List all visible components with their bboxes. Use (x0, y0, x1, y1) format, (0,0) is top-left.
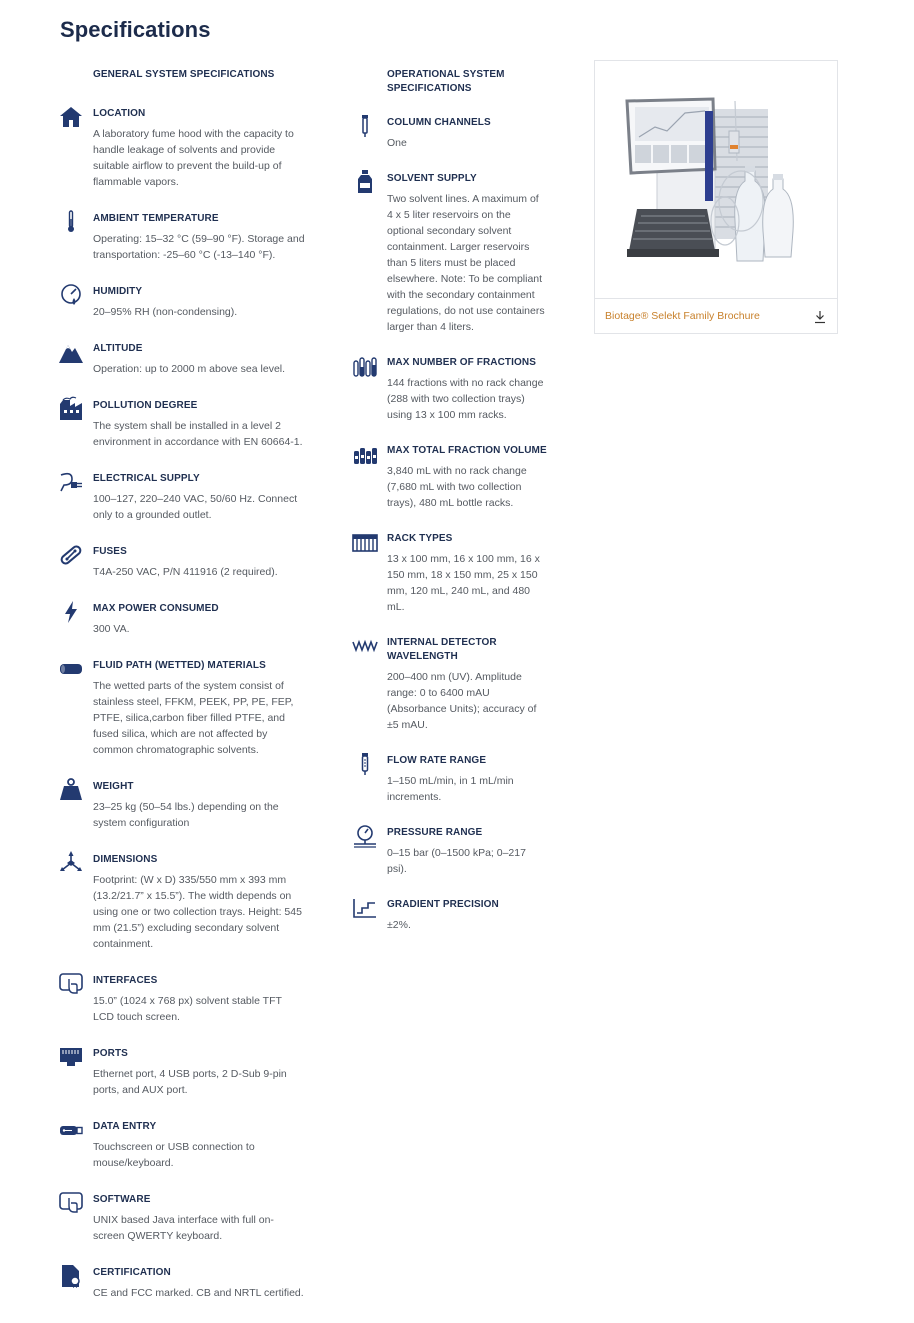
spec-item-altitude (58, 342, 308, 377)
spec-title: LOCATION (93, 108, 146, 119)
spec-title: POLLUTION DEGREE (93, 400, 198, 411)
spec-title: RACK TYPES (387, 533, 453, 544)
spec-title: MAX NUMBER OF FRACTIONS (387, 357, 536, 368)
spec-text: Ethernet port, 4 USB ports, 2 D-Sub 9-pin ports, and AUX port. (93, 1068, 287, 1096)
spec-title: COLUMN CHANNELS (387, 117, 491, 128)
spec-title: AMBIENT TEMPERATURE (93, 213, 219, 224)
thermometer-icon (58, 209, 84, 235)
touch-screen-icon (58, 1190, 84, 1216)
spec-item-ambient-temperature (58, 212, 308, 263)
weight-icon (58, 777, 84, 803)
spec-text: Operation: up to 2000 m above sea level. (93, 363, 286, 375)
spec-title: SOFTWARE (93, 1194, 151, 1205)
brochure-link[interactable]: Biotage® Selekt Family Brochure (605, 310, 760, 322)
factory-icon (58, 396, 84, 422)
spec-title: PRESSURE RANGE (387, 827, 483, 838)
spec-text: The system shall be installed in a level 2 environment in accordance with EN 60664-1. (93, 420, 303, 448)
download-icon[interactable] (814, 310, 826, 324)
spec-item-electrical-supply (58, 472, 308, 523)
brochure-card[interactable] (594, 60, 838, 334)
house-icon (58, 104, 84, 130)
spec-title: SOLVENT SUPPLY (387, 173, 477, 184)
page-title: Specifications (60, 17, 211, 42)
spec-text: 300 VA. (93, 623, 130, 635)
solvent-bottle-icon (352, 169, 378, 195)
spec-text: Footprint: (W x D) 335/550 mm x 393 mm (13.2/21.7” x 15.5”). The width depends on using one or two collection trays. Height: 545 mm (21.5”) excluding secondary solvent containment. (93, 874, 302, 950)
spec-text: CE and FCC marked. CB and NRTL certified. (93, 1287, 304, 1299)
touch-screen-icon (58, 971, 84, 997)
spec-title: DIMENSIONS (93, 854, 158, 865)
spec-title: GRADIENT PRECISION (387, 899, 499, 910)
spec-item-max-number-of-fractions (352, 356, 552, 423)
spec-item-humidity (58, 285, 308, 320)
spec-text: T4A-250 VAC, P/N 411916 (2 required). (93, 566, 278, 578)
ethernet-port-icon (58, 1044, 84, 1070)
spec-text: 20–95% RH (non-condensing). (93, 306, 238, 318)
spec-item-column-channels (352, 116, 552, 151)
general-specs-list (58, 107, 308, 1301)
usb-stick-icon (58, 1117, 84, 1143)
spec-text: Touchscreen or USB connection to mouse/keyboard. (93, 1141, 255, 1169)
lightning-icon (58, 599, 84, 625)
spec-title: DATA ENTRY (93, 1121, 157, 1132)
spec-item-max-power-consumed (58, 602, 308, 637)
gradient-steps-icon (352, 895, 378, 921)
spec-title: INTERNAL DETECTOR WAVELENGTH (387, 637, 497, 662)
operational-specs-heading: OPERATIONAL SYSTEM SPECIFICATIONS (387, 69, 505, 94)
fuse-icon (58, 542, 84, 568)
spec-text: 0–15 bar (0–1500 kPa; 0–217 psi). (387, 847, 526, 875)
spec-title: ALTITUDE (93, 343, 143, 354)
spec-text: A laboratory fume hood with the capacity to handle leakage of solvents and provide suitable airflow to prevent the build-up of flammable vapors. (93, 128, 294, 188)
spec-text: UNIX based Java interface with full on-screen QWERTY keyboard. (93, 1214, 274, 1242)
spec-text: Two solvent lines. A maximum of 4 x 5 liter reservoirs on the optional secondary solvent containment. Larger reservoirs than 5 liters must be placed elsewhere. Note: To be compliant with the secondary containment regulations, do not use containers larger than 4 liters. (387, 193, 545, 333)
spec-item-gradient-precision (352, 898, 552, 933)
pressure-gauge-icon (352, 823, 378, 849)
power-plug-icon (58, 469, 84, 495)
spec-text: 100–127, 220–240 VAC, 50/60 Hz. Connect only to a grounded outlet. (93, 493, 298, 521)
spec-title: FLOW RATE RANGE (387, 755, 487, 766)
spec-item-flow-rate-range (352, 754, 552, 805)
spec-title: ELECTRICAL SUPPLY (93, 473, 200, 484)
spec-title: FUSES (93, 546, 127, 557)
spec-item-location (58, 107, 308, 190)
spec-title: WEIGHT (93, 781, 134, 792)
spec-item-fuses (58, 545, 308, 580)
spec-item-max-total-fraction-volume (352, 444, 552, 511)
spec-text: 3,840 mL with no rack change (7,680 mL with two collection trays), 480 mL bottle racks. (387, 465, 527, 509)
spec-text: 144 fractions with no rack change (288 with two collection trays) using 13 x 100 mm racks. (387, 377, 544, 421)
spec-text: 13 x 100 mm, 16 x 100 mm, 16 x 150 mm, 18 x 150 mm, 25 x 150 mm, 120 mL, 240 mL, and 480 mL. (387, 553, 540, 613)
mountain-icon (58, 339, 84, 365)
spec-text: ±2%. (387, 919, 411, 931)
spec-title: CERTIFICATION (93, 1267, 171, 1278)
operational-specs-column (352, 68, 552, 954)
general-specs-heading: GENERAL SYSTEM SPECIFICATIONS (93, 69, 275, 80)
spec-item-certification (58, 1266, 308, 1301)
brochure-footer (595, 299, 837, 335)
spec-item-software (58, 1193, 308, 1244)
spec-title: MAX TOTAL FRACTION VOLUME (387, 445, 547, 456)
spec-text: 1–150 mL/min, in 1 mL/min increments. (387, 775, 514, 803)
spec-title: HUMIDITY (93, 286, 143, 297)
certificate-icon (58, 1263, 84, 1289)
instrument-photo (595, 61, 837, 299)
spec-item-fluid-path-wetted-materials (58, 659, 308, 758)
spec-title: MAX POWER CONSUMED (93, 603, 219, 614)
spec-item-pressure-range (352, 826, 552, 877)
spec-title: INTERFACES (93, 975, 158, 986)
spec-item-pollution-degree (58, 399, 308, 450)
spec-text: One (387, 137, 407, 149)
spec-item-rack-types (352, 532, 552, 615)
spec-item-ports (58, 1047, 308, 1098)
spec-title: FLUID PATH (WETTED) MATERIALS (93, 660, 266, 671)
spec-text: 23–25 kg (50–54 lbs.) depending on the system configuration (93, 801, 279, 829)
spec-item-interfaces (58, 974, 308, 1025)
spec-item-data-entry (58, 1120, 308, 1171)
spec-item-internal-detector-wavelength (352, 636, 552, 733)
spec-text: The wetted parts of the system consist of stainless steel, FFKM, PEEK, PP, PE, FEP, PTFE, silica,carbon fiber filled PTFE, and fused silica, which are not affected by common chromatographic solvents. (93, 680, 294, 756)
spec-text: 200–400 nm (UV). Amplitude range: 0 to 6400 mAU (Absorbance Units); accuracy of ±5 mAU. (387, 671, 537, 731)
column-icon (352, 113, 378, 139)
spec-item-solvent-supply (352, 172, 552, 335)
general-specs-column (58, 68, 308, 1323)
dimensions-axes-icon (58, 850, 84, 876)
flow-column-icon (352, 751, 378, 777)
operational-specs-list (352, 116, 552, 933)
fraction-bottles-icon (352, 441, 378, 467)
fraction-tubes-icon (352, 353, 378, 379)
tube-icon (58, 656, 84, 682)
humidity-gauge-icon (58, 282, 84, 308)
spec-item-weight (58, 780, 308, 831)
spec-title: PORTS (93, 1048, 128, 1059)
spec-item-dimensions (58, 853, 308, 952)
spec-text: 15.0” (1024 x 768 px) solvent stable TFT LCD touch screen. (93, 995, 282, 1023)
spec-text: Operating: 15–32 °C (59–90 °F). Storage and transportation: -25–60 °C (-13–140 °F). (93, 233, 305, 261)
wave-icon (352, 633, 378, 659)
rack-icon (352, 529, 378, 555)
